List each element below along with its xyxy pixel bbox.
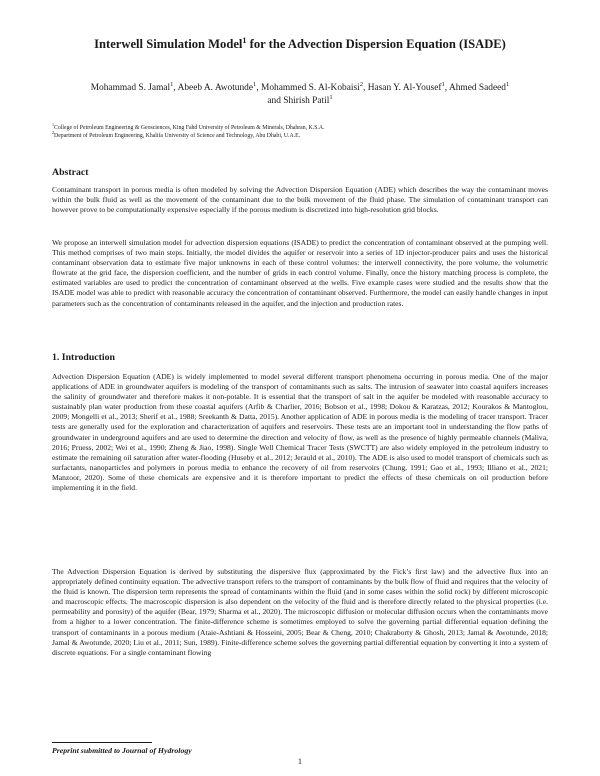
title-rest: for the Advection Dispersion Equation (ISADE) <box>246 37 506 51</box>
abstract-paragraph-1: Contaminant transport in porous media is often modeled by solving the Advection Dispersion Equation (ADE) which describes the way the contaminant moves within the bulk fluid as well as the movement of the contaminant due to the bulk movement of the fluid phase. The simulation of contaminant transport can however prove to be computationally expensive especially if the porous medium is discretized into high-resolution grid blocks. <box>52 185 548 215</box>
introduction-heading: 1. Introduction <box>52 352 115 363</box>
preprint-note: Preprint submitted to Journal of Hydrology <box>52 746 192 755</box>
introduction-paragraph-2: The Advection Dispersion Equation is derived by substituting the dispersive flux (approximated by the Fick’s first law) and the advective flux into an appropriately defined continuity equation. The advective transport refers to the transport of contaminants by the bulk flow of fluid and requires that the velocity of the fluid is known. The dispersion term represents the spread of contaminants within the fluid (and in some cases within the solid rock) by different microscopic and macroscopic effects. The macroscopic dispersion is also dependent on the velocity of the fluid and is therefore directly related to the physical properties (i.e. permeability and porosity) of the aquifer (Bear, 1979; Sharma et al., 2020). The microscopic diffusion or molecular diffusion occurs when the contaminants move from a higher to a lower concentration. The finite-difference scheme is sometimes employed to solve the governing partial differential equation defining the transport of contaminants in a porous medium (Ataie-Ashtiani & Hosseini, 2005; Bear & Cheng, 2010; Chakraborty & Ghosh, 2013; Jamal & Awotunde, 2018; Jamal & Awotunde, 2020; Liu et al., 2011; Sun, 1989). Finite-difference scheme solves the governing partial differential equation by converting it into a system of discrete equations. For a single contaminant flowing <box>52 567 548 657</box>
author-2: Abeeb A. Awotunde$^1$, <box>177 80 262 93</box>
author-4: Hasan Y. Al-Yousef$^1$, <box>367 80 449 93</box>
title-footnote-marker: 1 <box>242 35 247 45</box>
author-3: Mohammed S. Al-Kobaisi$^2$, <box>261 80 368 93</box>
title-main: Interwell Simulation Model <box>94 37 243 51</box>
affiliation-2: $^2$Department of Petroleum Engineering, Khalifa University of Science and Technology, Abu Dhabi, U.A.E. <box>52 130 301 139</box>
author-1: Mohammad S. Jamal$^1$, <box>90 80 178 93</box>
author-list <box>40 82 560 107</box>
paper-title <box>40 36 560 52</box>
page-number: 1 <box>297 757 303 766</box>
introduction-paragraph-1: Advection Dispersion Equation (ADE) is widely implemented to model several different transport phenomena occurring in porous media. One of the major applications of ADE in groundwater aquifers is modeling of the transport of contaminants such as salts. The intrusion of seawater into coastal aquifers increases the salinity of groundwater and therefore makes it non-potable. It is essential that the transport of salt in the aquifer be modeled with reasonable accuracy to sustainably plan water production from these coastal aquifers (Arfib & Charlier, 2016; Bobson et al., 1998; Dokou & Karatzas, 2012; Kourakos & Mantoglou, 2009; Mongelli et al., 2013; Sherif et al., 1988; Sreekanth & Datta, 2015). Another application of ADE in porous media is the modeling of tracer transport. Tracer tests are generally used for the exploration and characterization of aquifers and reservoirs. These tests are an important tool in understanding the flow paths of groundwater in underground aquifers and are used to determine the direction and velocity of flow, as well as the presence of highly permeable channels (Maliva, 2016; Pruess, 2002; Wei et al., 1990; Zheng & Jiao, 1998). Single Well Chemical Tracer Tests (SWCTT) are also widely employed in the petroleum industry to estimate the remaining oil saturation after water-flooding (Huseby et al., 2012; Jerauld et al., 2010). The ADE is also used to model transport of chemicals such as surfactants, nanoparticles and polymers in porous media to enhance the recovery of oil from reservoirs (Chung, 1991; Gao et al., 1993; Illiano et al., 2021; Manzoor, 2020). Some of these chemicals are expensive and it is therefore important to predict the effects of these chemicals on oil production before implementing it in the field. <box>52 372 548 493</box>
footnote-rule <box>52 742 152 743</box>
author-5: Ahmed Sadeed$^1$ <box>448 80 510 93</box>
affiliations <box>52 124 552 140</box>
affiliation-1: $^1$College of Petroleum Engineering & Geosciences, King Fahd University of Petroleum & Minerals, Dhahran, K.S.A. <box>52 122 325 131</box>
abstract-paragraph-2: We propose an interwell simulation model for advection dispersion equations (ISADE) to predict the concentration of contaminant observed at the pumping well. This method comprises of two main steps. Initially, the model divides the aquifer or reservoir into a series of 1D injector-producer pairs and uses the historical contaminant observation data to estimate five major unknowns in each of these control volumes: the interwell connectivity, the pore volume, the volumetric flowrate at the grid face, the dispersion coefficient, and the number of grids in each control volume. Finally, once the history matching process is complete, the estimated variables are used to predict the concentration of contaminant observed at the wells. Five example cases were studied and the results show that the ISADE model was able to predict with reasonable accuracy the concentration of contaminant observed. Furthermore, the model can easily handle changes in input parameters such as the concentration of contaminants released in the aquifer, and the injection and production rates. <box>52 238 548 308</box>
author-6: and Shirish Patil$^1$ <box>267 93 333 106</box>
abstract-heading: Abstract <box>52 167 89 178</box>
